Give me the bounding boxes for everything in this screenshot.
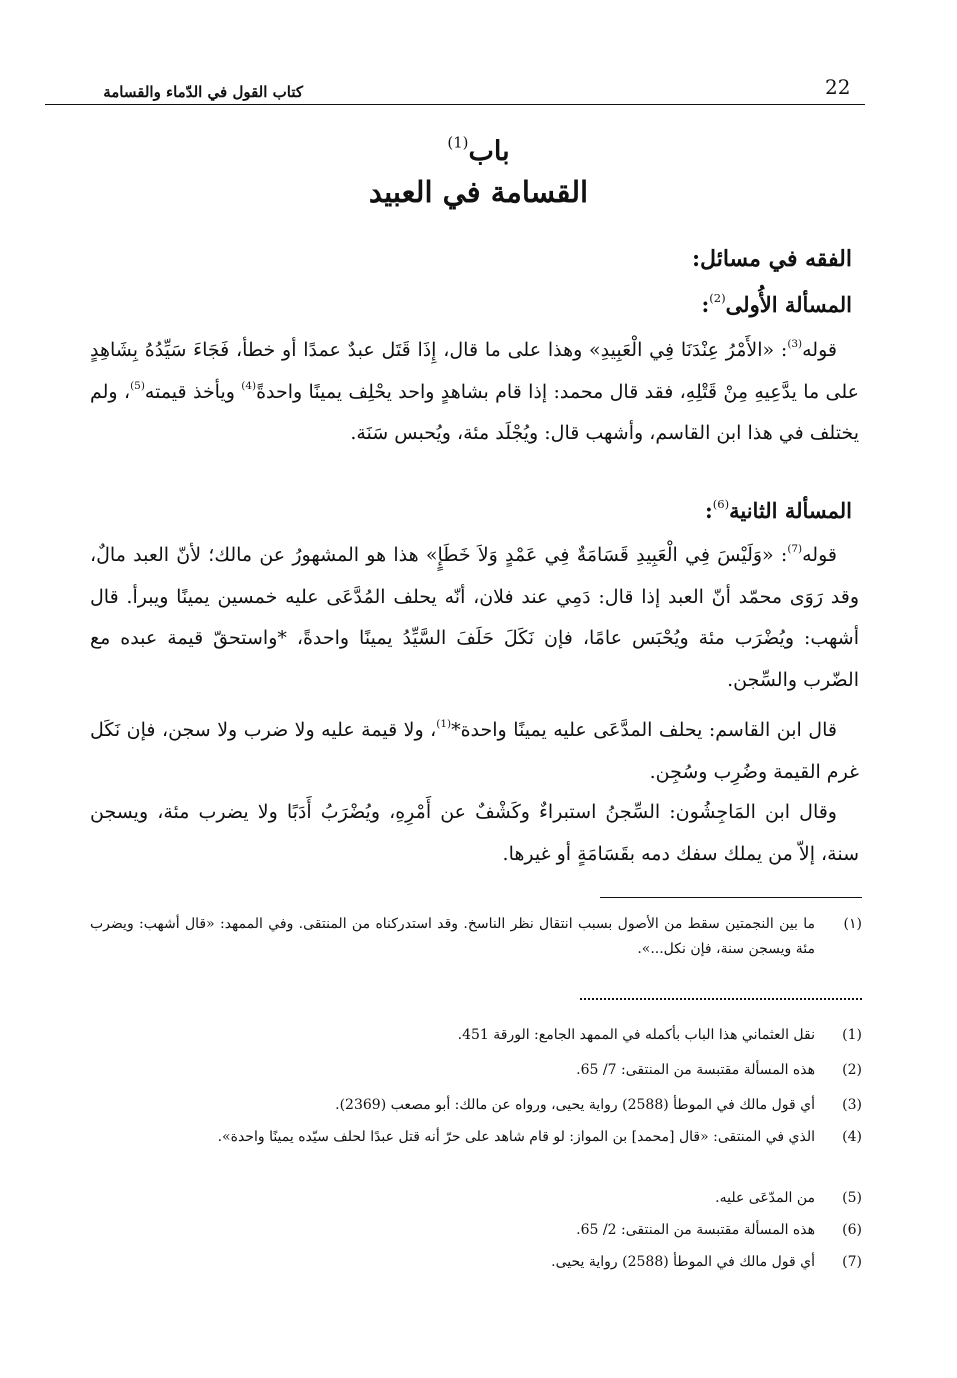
q1-text-c: ، ولم يختلف في هذا ابن القاسم، وأشهب قال: ويُجْلَد مئة، ويُحبس سَنَة. <box>90 380 859 444</box>
page-number: 22 <box>825 75 851 99</box>
header-rule <box>45 104 865 105</box>
footnote-item <box>0 1186 957 1216</box>
p3-text-a: قال ابن القاسم: يحلف المدَّعَى عليه يمينًا واحدة* <box>451 719 837 741</box>
critical-note-text: ما بين النجمتين سقط من الأصول بسبب انتقال نظر الناسخ. وقد استدركناه من المنتقى. وفي الممهد: «قال أشهب: ويضرب مئة ويسجن سنة، فإن نكل...». <box>90 916 815 957</box>
q1-text-a: : «الأَمْرُ عِنْدَنَا فِي الْعَبِيدِ» وهذا على ما قال، إِذَا قَتَل عبدٌ عمدًا أو خطأ، فَجَاءَ سَيِّدُهُ بِشَاهِدٍ على ما يدَّعِيهِ مِنْ قَتْلِهِ، فقد قال محمد: إذا قام بشاهدٍ واحد يحْلِف يمينًا واحدةً <box>90 339 859 403</box>
ibn-al-majishun-paragraph: وقال ابن المَاجِشُون: السِّجنُ استبراءٌ وكَشْفٌ عن أَمْرِهِ، ويُضْرَبُ أَدَبًا ولا يضرب مئة، ويسجن سنة، إلاّ من يملك سفك دمه بقَسَامَةٍ أو غيرها. <box>90 801 859 865</box>
footnote-text: هذه المسألة مقتبسة من المنتقى: 2/ 65. <box>576 1222 815 1238</box>
question-2-colon: : <box>704 498 713 523</box>
question-1-colon: : <box>701 292 710 317</box>
q2-lead: قوله <box>802 544 837 566</box>
question-2-title: المسألة الثانية <box>729 498 852 523</box>
footnote-number: (1) <box>842 1027 862 1043</box>
footnote-text: أي قول مالك في الموطأ (2588) رواية يحيى. <box>551 1254 815 1270</box>
footnote-text: من المدّعَى عليه. <box>715 1190 815 1206</box>
question-1-title: المسألة الأُولى <box>725 292 852 317</box>
footnote-number: (3) <box>842 1097 862 1113</box>
footnote-item <box>0 1125 957 1155</box>
footnote-text: الذي في المنتقى: «قال [محمد] بن المواز: لو قام شاهد على حرّ أنه قتل عبدًا لحلف سيّده يمينًا واحدة». <box>217 1129 815 1145</box>
critical-note-ref: (1) <box>436 718 452 731</box>
footnote-number: (2) <box>842 1062 862 1078</box>
question-2-paragraph <box>90 535 859 701</box>
footnote-item <box>0 1058 957 1088</box>
question-1-paragraph <box>90 330 859 455</box>
question-2-note-ref: (6) <box>712 497 730 512</box>
p3-text-b: ، ولا قيمة عليه ولا ضرب ولا سجن، فإن نَكَل غرم القيمة وضُرِب وسُجِن. <box>90 719 859 783</box>
footnote-item <box>0 1093 957 1123</box>
chapter-label <box>0 132 957 172</box>
chapter-note-ref: (1) <box>447 133 469 152</box>
section-heading: الفقه في مسائل: <box>691 246 852 272</box>
question-1-note-ref: (2) <box>709 291 726 306</box>
footnote-text: أي قول مالك في الموطأ (2588) رواية يحيى، ورواه عن مالك: أبو مصعب (2369). <box>335 1097 815 1113</box>
footnote-number: (6) <box>842 1222 862 1238</box>
q2-note-ref-7: (7) <box>787 543 803 556</box>
q1-note-ref-3: (3) <box>787 338 803 351</box>
q1-lead: قوله <box>802 339 837 361</box>
footnote-number: (4) <box>842 1129 862 1145</box>
question-2-heading <box>705 494 852 528</box>
running-title: كتاب القول في الدّماء والقسامة <box>103 83 303 101</box>
chapter-title: القسامة في العبيد <box>368 175 589 209</box>
chapter-word: باب <box>468 136 510 167</box>
q1-text-b: ويأخذ قيمته <box>144 380 242 403</box>
footnote-item <box>0 1023 957 1053</box>
footnote-number: (7) <box>842 1254 862 1270</box>
question-1-heading <box>702 288 852 322</box>
footnote-separator <box>600 897 862 898</box>
footnote-text: نقل العثماني هذا الباب بأكمله في الممهد الجامع: الورقة 451. <box>457 1027 815 1043</box>
dotted-separator <box>580 998 862 1000</box>
critical-note-number: (١) <box>843 916 862 932</box>
footnote-text: هذه المسألة مقتبسة من المنتقى: 7/ 65. <box>576 1062 815 1078</box>
running-header <box>0 0 957 120</box>
footnote-number: (5) <box>842 1190 862 1206</box>
q1-note-ref-4: (4) <box>241 379 257 392</box>
footnote-item <box>0 1218 957 1248</box>
footnote-item <box>0 1250 957 1280</box>
ibn-al-qasim-paragraph <box>90 710 859 793</box>
q1-note-ref-5: (5) <box>130 379 145 392</box>
q2-text-a: : «وَلَيْسَ فِي الْعَبِيدِ قَسَامَةٌ فِي عَمْدٍ وَلاَ خَطَإٍ» هذا هو المشهورُ عن مالك؛ لأنّ العبد مالٌ، وقد رَوَى محمّد أنّ العبد إذا قال: دَمِي عند فلان، أنّه يحلف المُدَّعَى عليه خمسين يمينًا ويبرأ. قال أشهب: ويُضْرَب مئة ويُحْبَس عامًا، فإن نَكَلَ حَلَفَ السَّيِّدُ يمينًا واحدةً، *واستحقّ قيمة عبده مع الضّرب والسِّجن. <box>90 544 859 691</box>
